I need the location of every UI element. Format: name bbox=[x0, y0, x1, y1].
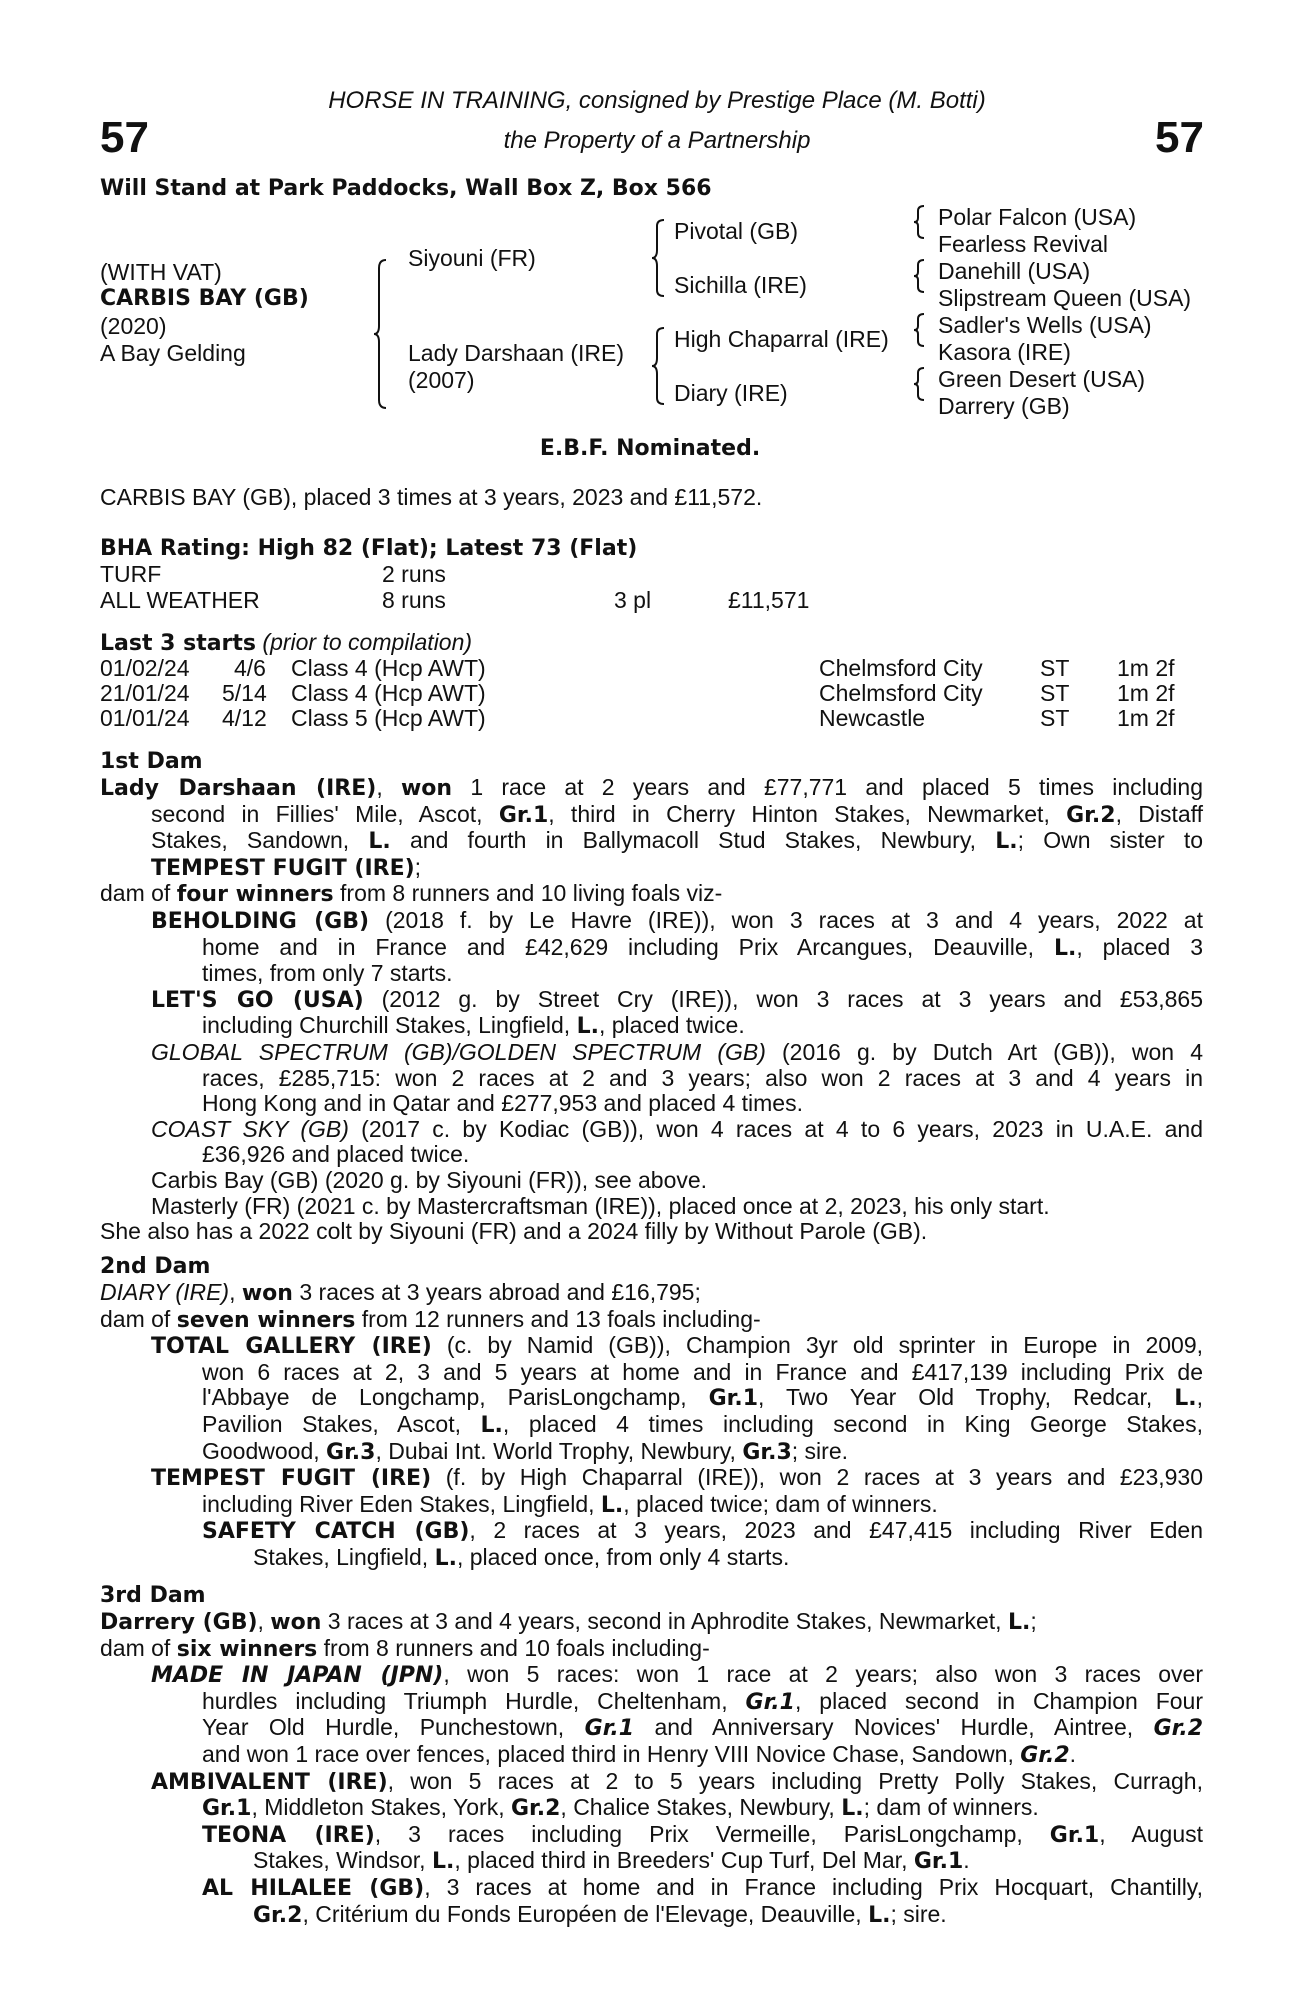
first-dam-name: Lady Darshaan (IRE) bbox=[100, 776, 377, 801]
progeny-text: (2018 f. by Le Havre (IRE)), won 3 races at 3 and 4 years, 2022 at bbox=[369, 906, 1203, 933]
group-label: Gr.1 bbox=[913, 1849, 964, 1875]
progeny-letsgo bbox=[100, 987, 1203, 1014]
first-dam-text: Stakes, Sandown, bbox=[151, 827, 369, 854]
start-distance: 1m 2f bbox=[1117, 680, 1175, 706]
pedigree-dam: Lady Darshaan (IRE) bbox=[408, 340, 625, 366]
progeny-line bbox=[100, 1715, 1203, 1742]
progeny-text: . bbox=[1069, 1740, 1077, 1767]
horse-year: (2020) bbox=[100, 313, 167, 339]
pedigree-dam-sire: High Chaparral (IRE) bbox=[674, 326, 889, 352]
first-dam-line-1: Lady Darshaan (IRE), won 1 race at 2 years and £77,771 and placed 5 times including bbox=[100, 774, 1204, 801]
lot-number-left: 57 bbox=[100, 113, 149, 162]
progeny-text: ; sire. bbox=[791, 1437, 849, 1464]
pedigree-sire-dam: Sichilla (IRE) bbox=[674, 272, 807, 298]
progeny-total-gallery bbox=[100, 1333, 1203, 1360]
pedigree-g6: Kasora (IRE) bbox=[938, 339, 1071, 365]
pedigree-dam-dam: Diary (IRE) bbox=[674, 380, 788, 406]
progeny-text: including River Eden Stakes, Lingfield, bbox=[202, 1490, 601, 1517]
consignment-line: HORSE IN TRAINING, consigned by Prestige Place (M. Botti) bbox=[328, 87, 986, 114]
winners-count: seven winners bbox=[176, 1307, 356, 1333]
first-dam-text: and fourth in Ballymacoll Stud Stakes, Newbury, bbox=[390, 827, 996, 854]
progeny-line bbox=[100, 935, 1203, 962]
turf-runs: 2 runs bbox=[382, 561, 446, 587]
pedigree-dam-year: (2007) bbox=[408, 367, 475, 393]
horse-description: A Bay Gelding bbox=[100, 340, 246, 366]
progeny-coast-sky bbox=[100, 1117, 1203, 1143]
progeny-text: ; sire. bbox=[890, 1900, 947, 1927]
third-dam-text: from 8 runners and 10 foals including- bbox=[317, 1634, 710, 1661]
pedigree-bracket-g78 bbox=[914, 366, 928, 402]
progeny-carbis-bay: Carbis Bay (GB) (2020 g. by Siyouni (FR)), see above. bbox=[151, 1166, 708, 1193]
second-dam-text: from 12 runners and 13 foals including- bbox=[355, 1305, 761, 1332]
pedigree-g3: Danehill (USA) bbox=[938, 258, 1091, 284]
listed-label: L. bbox=[368, 829, 391, 855]
progeny-text: , won 5 races at 2 to 5 years including Pretty Polly Stakes, Curragh, bbox=[387, 1767, 1203, 1794]
group-label: Gr.3 bbox=[742, 1439, 792, 1465]
group-label: Gr.1 bbox=[202, 1796, 252, 1822]
start-distance: 1m 2f bbox=[1117, 655, 1175, 681]
first-dam-text: ; bbox=[414, 853, 422, 880]
progeny-line: Hong Kong and in Qatar and £277,953 and placed 4 times. bbox=[202, 1090, 803, 1117]
bha-rating: BHA Rating: High 82 (Flat); Latest 73 (Flat) bbox=[100, 536, 638, 561]
start-distance: 1m 2f bbox=[1117, 705, 1175, 731]
group-label: Gr.3 bbox=[326, 1439, 376, 1465]
pedigree-g4: Slipstream Queen (USA) bbox=[938, 285, 1192, 311]
progeny-line bbox=[100, 1742, 1203, 1769]
first-dam-text: , Distaff bbox=[1115, 800, 1203, 827]
progeny-text: Stakes, Windsor, bbox=[253, 1847, 432, 1874]
listed-label: L. bbox=[576, 1014, 599, 1040]
aw-label: ALL WEATHER bbox=[100, 587, 260, 613]
progeny-safety-catch bbox=[100, 1518, 1203, 1545]
third-dam-produce bbox=[100, 1636, 1203, 1663]
progeny-line: races, £285,715: won 2 races at 2 and 3 years; also won 2 races at 3 and 4 years in bbox=[202, 1064, 1203, 1091]
aw-prize: £11,571 bbox=[728, 587, 810, 613]
horse-name: CARBIS BAY (GB) bbox=[100, 286, 309, 311]
progeny-text: , Critérium du Fonds Européen de l'Elevage, Deauville, bbox=[302, 1900, 869, 1927]
progeny-line bbox=[100, 1439, 1203, 1466]
progeny-text: including Churchill Stakes, Lingfield, bbox=[202, 1012, 577, 1039]
progeny-line bbox=[100, 1492, 1203, 1519]
sister-name: TEMPEST FUGIT (IRE) bbox=[151, 855, 415, 881]
progeny-text: hurdles including Triumph Hurdle, Cheltenham, bbox=[202, 1687, 746, 1714]
listed-label: L. bbox=[431, 1849, 455, 1875]
third-dam-heading: 3rd Dam bbox=[100, 1583, 206, 1608]
progeny-text: , Chalice Stakes, Newbury, bbox=[560, 1794, 842, 1821]
third-dam-text: ; bbox=[1030, 1608, 1037, 1634]
start-course: Chelmsford City bbox=[819, 680, 983, 706]
start-class: Class 4 (Hcp AWT) bbox=[291, 680, 486, 706]
start-position: 5/14 bbox=[222, 680, 267, 706]
progeny-name: TOTAL GALLERY (IRE) bbox=[151, 1334, 432, 1360]
progeny-name: LET'S GO (USA) bbox=[151, 987, 364, 1013]
listed-label: L. bbox=[868, 1902, 891, 1928]
listed-label: L. bbox=[1007, 1610, 1031, 1635]
listed-label: L. bbox=[841, 1796, 864, 1822]
progeny-name: MADE IN JAPAN (JPN) bbox=[151, 1663, 444, 1689]
second-dam-produce bbox=[100, 1307, 1203, 1334]
pedigree-bracket-sire bbox=[652, 218, 668, 298]
vat-note: (WITH VAT) bbox=[100, 259, 222, 285]
last-starts-label: Last 3 starts bbox=[100, 631, 257, 656]
third-dam-line-1: Darrery (GB), won 3 races at 3 and 4 years, second in Aphrodite Stakes, Newmarket, L.; bbox=[100, 1608, 1037, 1635]
progeny-name: SAFETY CATCH (GB) bbox=[202, 1519, 470, 1545]
progeny-line: times, from only 7 starts. bbox=[202, 960, 453, 987]
pedigree-g2: Fearless Revival bbox=[938, 231, 1108, 257]
first-dam-text: 1 race at 2 years and £77,771 and placed 5 times including bbox=[452, 774, 1204, 800]
progeny-text: , August bbox=[1099, 1820, 1203, 1847]
first-dam-text: from 8 runners and 10 living foals viz- bbox=[333, 880, 723, 907]
progeny-text: , placed second in Champion Four bbox=[794, 1687, 1203, 1714]
second-dam-text: 3 races at 3 years abroad and £16,795; bbox=[292, 1279, 701, 1305]
first-dam-text: , third in Cherry Hinton Stakes, Newmarket, bbox=[548, 800, 1067, 827]
third-dam-text: 3 races at 3 and 4 years, second in Aphrodite Stakes, Newmarket, bbox=[321, 1608, 1008, 1634]
lot-number-right: 57 bbox=[1155, 113, 1204, 162]
start-date: 01/01/24 bbox=[100, 705, 190, 731]
progeny-text: , 3 races at home and in France including Prix Hocquart, Chantilly, bbox=[424, 1873, 1203, 1900]
progeny-name: TEMPEST FUGIT (IRE) bbox=[151, 1466, 432, 1492]
progeny-name: GLOBAL SPECTRUM (GB)/GOLDEN SPECTRUM (GB) bbox=[151, 1038, 766, 1065]
progeny-text: . bbox=[963, 1847, 970, 1874]
first-dam-record bbox=[100, 775, 1203, 1245]
progeny-text: , placed 4 times including second in King George Stakes, bbox=[502, 1410, 1203, 1437]
listed-label: L. bbox=[480, 1412, 503, 1438]
third-dam-text: dam of bbox=[100, 1634, 177, 1661]
listed-label: L. bbox=[600, 1492, 624, 1518]
progeny-name: AMBIVALENT (IRE) bbox=[151, 1769, 388, 1795]
pedigree-bracket-g12 bbox=[914, 204, 928, 240]
pedigree-g8: Darrery (GB) bbox=[938, 393, 1070, 419]
progeny-name: AL HILALEE (GB) bbox=[202, 1875, 425, 1901]
start-date: 01/02/24 bbox=[100, 655, 190, 681]
pedigree-g5: Sadler's Wells (USA) bbox=[938, 312, 1152, 338]
progeny-line bbox=[100, 1689, 1203, 1716]
progeny-text: home and in France and £42,629 including Prix Arcangues, Deauville, bbox=[202, 933, 1054, 960]
pedigree-g1: Polar Falcon (USA) bbox=[938, 204, 1137, 230]
listed-label: L. bbox=[1053, 935, 1077, 961]
start-going: ST bbox=[1040, 705, 1070, 731]
group-label: Gr.1 bbox=[584, 1716, 635, 1742]
first-dam-text: dam of bbox=[100, 880, 177, 907]
group-label: Gr.2 bbox=[1153, 1716, 1204, 1742]
progeny-name: BEHOLDING (GB) bbox=[151, 908, 370, 934]
progeny-name: COAST SKY (GB) bbox=[151, 1115, 349, 1142]
pedigree-g7: Green Desert (USA) bbox=[938, 366, 1146, 392]
progeny-text: , won 5 races: won 1 race at 2 years; also won 3 races over bbox=[443, 1661, 1203, 1688]
progeny-text: , Middleton Stakes, York, bbox=[251, 1794, 511, 1821]
progeny-name: TEONA (IRE) bbox=[202, 1822, 375, 1848]
listed-label: L. bbox=[1174, 1386, 1197, 1412]
progeny-text: Pavilion Stakes, Ascot, bbox=[202, 1410, 481, 1437]
start-date: 21/01/24 bbox=[100, 680, 190, 706]
listed-label: L. bbox=[434, 1545, 457, 1571]
second-dam-name: DIARY (IRE) bbox=[100, 1279, 230, 1305]
pedigree-bracket-g34 bbox=[914, 258, 928, 294]
won-label: won bbox=[241, 1281, 293, 1306]
progeny-line bbox=[100, 1902, 1203, 1929]
group-label: Gr.1 bbox=[1049, 1822, 1100, 1848]
turf-label: TURF bbox=[100, 561, 162, 587]
start-class: Class 5 (Hcp AWT) bbox=[291, 705, 486, 731]
second-dam-record bbox=[100, 1280, 1203, 1572]
group-label: Gr.2 bbox=[253, 1902, 303, 1928]
progeny-text: , 2 races at 3 years, 2023 and £47,415 including River Eden bbox=[469, 1517, 1203, 1544]
aw-runs: 8 runs bbox=[382, 587, 446, 613]
pedigree-sire: Siyouni (FR) bbox=[408, 245, 536, 271]
group-label: Gr.2 bbox=[1066, 802, 1116, 828]
progeny-ambivalent bbox=[100, 1769, 1203, 1796]
progeny-text: Goodwood, bbox=[202, 1437, 327, 1464]
first-dam-heading: 1st Dam bbox=[100, 749, 203, 774]
progeny-text: and won 1 race over fences, placed third in Henry VIII Novice Chase, Sandown, bbox=[202, 1740, 1021, 1767]
pedigree-bracket-g56 bbox=[914, 312, 928, 348]
progeny-text: (2016 g. by Dutch Art (GB)), won 4 bbox=[765, 1038, 1203, 1065]
group-label: Gr.2 bbox=[510, 1796, 561, 1822]
progeny-line bbox=[100, 1848, 1203, 1875]
pedigree-bracket-dam bbox=[652, 326, 668, 406]
progeny-line bbox=[100, 1013, 1203, 1040]
second-dam-line-1: DIARY (IRE), won 3 races at 3 years abroad and £16,795; bbox=[100, 1279, 701, 1306]
progeny-text: and Anniversary Novices' Hurdle, Aintree, bbox=[634, 1714, 1154, 1741]
pedigree-sire-sire: Pivotal (GB) bbox=[674, 218, 798, 244]
progeny-text: , placed third in Breeders' Cup Turf, Del Mar, bbox=[454, 1847, 914, 1874]
group-label: Gr.1 bbox=[708, 1386, 759, 1412]
progeny-text: Stakes, Lingfield, bbox=[253, 1543, 435, 1570]
second-dam-text: dam of bbox=[100, 1305, 177, 1332]
start-position: 4/12 bbox=[222, 705, 267, 731]
group-label: Gr.1 bbox=[498, 802, 549, 828]
progeny-text: , Dubai Int. World Trophy, Newbury, bbox=[375, 1437, 743, 1464]
progeny-tempest-fugit bbox=[100, 1465, 1203, 1492]
progeny-text: (f. by High Chaparral (IRE)), won 2 races at 3 years and £23,930 bbox=[431, 1464, 1204, 1491]
progeny-line bbox=[100, 1385, 1203, 1412]
progeny-text: , placed twice. bbox=[598, 1012, 745, 1039]
progeny-text: (2012 g. by Street Cry (IRE)), won 3 races at 3 years and £53,865 bbox=[363, 985, 1203, 1012]
progeny-global-spectrum bbox=[100, 1040, 1203, 1066]
first-dam-line-2 bbox=[100, 802, 1203, 829]
progeny-teona bbox=[100, 1822, 1203, 1849]
group-label: Gr.1 bbox=[745, 1689, 795, 1715]
progeny-made-in-japan bbox=[100, 1662, 1203, 1689]
progeny-line: won 6 races at 2, 3 and 5 years at home and in France and £417,139 including Prix de bbox=[202, 1358, 1203, 1385]
progeny-al-hilalee bbox=[100, 1875, 1203, 1902]
race-summary: CARBIS BAY (GB), placed 3 times at 3 years, 2023 and £11,572. bbox=[100, 484, 763, 510]
start-going: ST bbox=[1040, 655, 1070, 681]
progeny-line bbox=[100, 1412, 1203, 1439]
listed-label: L. bbox=[995, 829, 1018, 855]
progeny-text: , placed 3 bbox=[1076, 933, 1203, 960]
first-dam-text: second in Fillies' Mile, Ascot, bbox=[151, 800, 499, 827]
first-dam-line-4 bbox=[100, 855, 1203, 882]
progeny-line bbox=[100, 1545, 1203, 1572]
progeny-text: Year Old Hurdle, Punchestown, bbox=[202, 1714, 585, 1741]
third-dam-record bbox=[100, 1609, 1203, 1928]
pedigree-bracket-main bbox=[374, 258, 390, 410]
last-starts-title bbox=[100, 630, 472, 657]
property-line: the Property of a Partnership bbox=[503, 127, 811, 154]
progeny-text: , Two Year Old Trophy, Redcar, bbox=[758, 1384, 1175, 1411]
progeny-text: , placed twice; dam of winners. bbox=[623, 1490, 938, 1517]
first-dam-produce bbox=[100, 881, 1203, 908]
start-course: Newcastle bbox=[819, 705, 926, 731]
progeny-text: l'Abbaye de Longchamp, ParisLongchamp, bbox=[202, 1384, 709, 1411]
ebf-nominated: E.B.F. Nominated. bbox=[539, 436, 761, 461]
won-label: won bbox=[400, 776, 453, 801]
group-label: Gr.2 bbox=[1020, 1742, 1070, 1768]
progeny-text: , placed once, from only 4 starts. bbox=[456, 1543, 790, 1570]
last-starts-note: (prior to compilation) bbox=[262, 629, 473, 655]
progeny-text: (c. by Namid (GB)), Champion 3yr old sprinter in Europe in 2009, bbox=[431, 1332, 1204, 1359]
progeny-text: (2017 c. by Kodiac (GB)), won 4 races at 4 to 6 years, 2023 in U.A.E. and bbox=[348, 1115, 1203, 1142]
progeny-beholding bbox=[100, 908, 1203, 935]
first-dam-text: ; Own sister to bbox=[1017, 827, 1204, 854]
start-position: 4/6 bbox=[234, 655, 266, 681]
progeny-line: £36,926 and placed twice. bbox=[202, 1141, 470, 1168]
progeny-text: ; dam of winners. bbox=[863, 1794, 1039, 1821]
stand-location: Will Stand at Park Paddocks, Wall Box Z, Box 566 bbox=[100, 176, 712, 201]
progeny-text: , bbox=[1196, 1384, 1203, 1411]
start-going: ST bbox=[1040, 680, 1070, 706]
won-label: won bbox=[270, 1610, 322, 1635]
progeny-text: , 3 races including Prix Vermeille, ParisLongchamp, bbox=[374, 1820, 1050, 1847]
second-dam-heading: 2nd Dam bbox=[100, 1254, 211, 1279]
winners-count: six winners bbox=[176, 1636, 318, 1662]
third-dam-name: Darrery (GB) bbox=[100, 1610, 258, 1635]
first-dam-line-3 bbox=[100, 828, 1203, 855]
start-course: Chelmsford City bbox=[819, 655, 983, 681]
progeny-line bbox=[100, 1795, 1203, 1822]
aw-placed: 3 pl bbox=[614, 587, 652, 613]
start-class: Class 4 (Hcp AWT) bbox=[291, 655, 486, 681]
winners-count: four winners bbox=[176, 882, 334, 908]
progeny-masterly: Masterly (FR) (2021 c. by Mastercraftsman (IRE)), placed once at 2, 2023, his only start. bbox=[151, 1192, 1050, 1219]
first-dam-also: She also has a 2022 colt by Siyouni (FR) and a 2024 filly by Without Parole (GB). bbox=[100, 1218, 928, 1245]
